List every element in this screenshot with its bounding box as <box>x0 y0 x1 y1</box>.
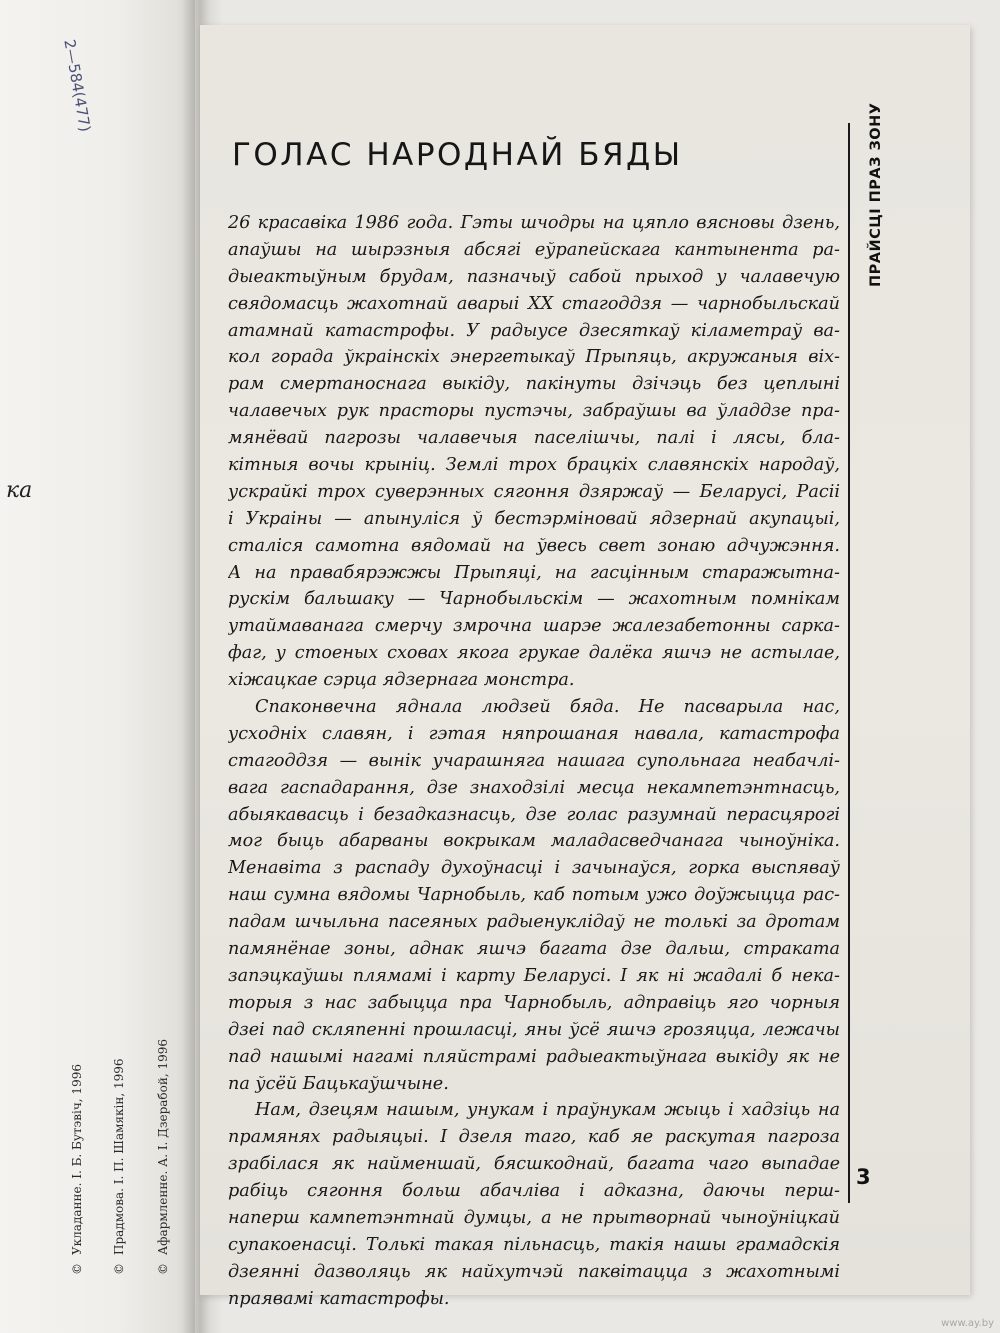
text-line: рам смертаноснага выкіду, пакінуты дзічэць без цеплыні <box>228 374 840 395</box>
text-line: чалавечых рук прасторы пустэчы, забраўшы ва ўладдзе пра- <box>228 401 840 422</box>
copyright-symbol: © <box>112 1263 126 1275</box>
text-line: наперш кампетэнтнай думцы, а не прытворнай чыноўніцкай <box>228 1207 840 1228</box>
credit-line <box>70 1064 84 1275</box>
text-line: А на правабярэжжы Прыпяці, на гасцінным старажытна- <box>228 562 840 583</box>
text-line: зрабілася як найменшай, бясшкоднай, багата чаго выпадае <box>228 1154 840 1175</box>
text-line: кітныя вочы крыніц. Землі трох брацкіх славянскіх народаў, <box>228 455 840 476</box>
text-line: торыя з нас забыцца пра Чарнобыль, адправіць яго чорныя <box>228 992 840 1013</box>
running-header <box>868 102 888 287</box>
text-line: пад нашымі нагамі пляйстрамі радыеактыўнага выкіду як не <box>228 1046 840 1067</box>
text-line: прамянях радыяцыі. І дзеля таго, каб яе раскутая пагроза <box>228 1127 840 1148</box>
text-line: Спаконвечна яднала людзей бяда. Не пасварыла нас, <box>255 697 840 718</box>
text-line: мянёвай пагрозы чалавечыя паселішчы, палі і лясы, бла- <box>228 428 840 449</box>
copyright-symbol: © <box>156 1263 170 1275</box>
text-line: Нам, дзецям нашым, унукам і праўнукам жыць і хадзіць на <box>255 1100 840 1121</box>
left-page <box>0 0 195 1333</box>
text-line: 26 красавіка 1986 года. Гэты шчодры на цяпло вясновы дзень, <box>228 213 840 233</box>
partial-text: ка <box>6 478 33 503</box>
text-line: фаг, у стоеных сховах якога грукае далёка яшчэ не астылае, <box>228 643 840 664</box>
body-text <box>228 210 840 1313</box>
margin-rule <box>848 123 850 1203</box>
text-line: утаймаванага смерчу змрочна шарэе жалезабетонны сарка- <box>228 616 840 637</box>
right-page <box>200 25 970 1309</box>
text-line: дыеактыўным брудам, пазначыў сабой прыход у чалавечую <box>228 266 840 287</box>
text-line: рускім бальшаку — Чарнобыльскім — жахотным помнікам <box>228 589 840 610</box>
text-line: праявамі катастрофы. <box>228 1288 450 1309</box>
copyright-symbol: © <box>70 1263 84 1275</box>
text-line: абыякавасць і безадказнасць, дзе голас разумнай перасцярогі <box>228 804 840 825</box>
credit-text: Прадмова. І. П. Шамякін, 1996 <box>112 1058 126 1255</box>
text-line: рабіць сягоння больш абачліва і адказна, даючы перш- <box>228 1181 840 1202</box>
credit-text: Укладанне. І. Б. Бутэвіч, 1996 <box>70 1064 84 1255</box>
credit-text: Афармленне. А. І. Дзерабой, 1996 <box>156 1038 170 1255</box>
text-line: супакоенасці. Толькі такая пільнасць, такія нашы грамадскія <box>228 1234 840 1255</box>
section-label: ПРАЙСЦІ ПРАЗ ЗОНУ <box>868 102 884 287</box>
text-line: мог быць абарваны вокрыкам маладасведчанага чыноўніка. <box>228 831 840 852</box>
text-line: запэцкаўшы плямамі і карту Беларусі. І як ні жадалі б нека- <box>228 965 840 986</box>
text-line: дзеі пад скляпенні прошласці, яны ўсё яшчэ грозяцца, лежачы <box>228 1019 840 1040</box>
credit-line <box>156 1039 170 1275</box>
text-line: памянёнае зоны, аднак яшчэ багата дзе дальш, страката <box>228 939 840 960</box>
text-line: дзеянні дазволяць як найхутчэй паквітацца з жахотнымі <box>228 1261 840 1282</box>
page-number: 3 <box>856 1165 871 1189</box>
watermark: www.ay.by <box>941 1318 994 1329</box>
text-line: сталіся самотна вядомай на ўвесь свет зонаю адчужэння. <box>228 535 840 556</box>
text-line: кол горада ўкраінскіх энергетыкаў Прыпяць, акружаныя віх- <box>228 347 840 368</box>
text-line: ускрайкі трох суверэнных сягоння дзяржаў — Беларусі, Расіі <box>228 481 840 502</box>
text-line: і Украіны — апынуліся ў бестэрміновай ядзернай акупацыі, <box>228 508 840 529</box>
text-line: атамнай катастрофы. У радыусе дзесяткаў кіламетраў ва- <box>228 320 840 341</box>
text-line: свядомасць жахотнай аварыі XX стагоддзя — чарнобыльскай <box>228 293 840 314</box>
text-line: падам шчыльна пасеяных радыенуклідаў не толькі за дротам <box>228 912 840 933</box>
chapter-title: ГОЛАС НАРОДНАЙ БЯДЫ <box>232 137 683 173</box>
text-line: стагоддзя — вынік учарашняга нашага супольнага неабачлі- <box>228 750 840 771</box>
text-line: па ўсёй Бацькаўшчыне. <box>228 1073 449 1094</box>
text-line: апаўшы на шырэзныя абсягі еўрапейскага кантынента ра- <box>228 239 840 260</box>
catalog-code: 2—584(477) <box>60 38 95 134</box>
text-line: вага гаспадарання, дзе знаходзілі месца некампетэнтнасць, <box>228 777 840 798</box>
text-line: наш сумна вядомы Чарнобыль, каб потым ужо доўжыцца рас- <box>228 885 840 906</box>
credit-line <box>112 1058 126 1275</box>
text-line: усходніх славян, і гэтая няпрошаная навала, катастрофа <box>228 723 840 744</box>
text-line: хіжацкае сэрца ядзернага монстра. <box>228 670 575 691</box>
text-line: Менавіта з распаду духоўнасці і зачынаўся, горка выспяваў <box>228 858 840 879</box>
